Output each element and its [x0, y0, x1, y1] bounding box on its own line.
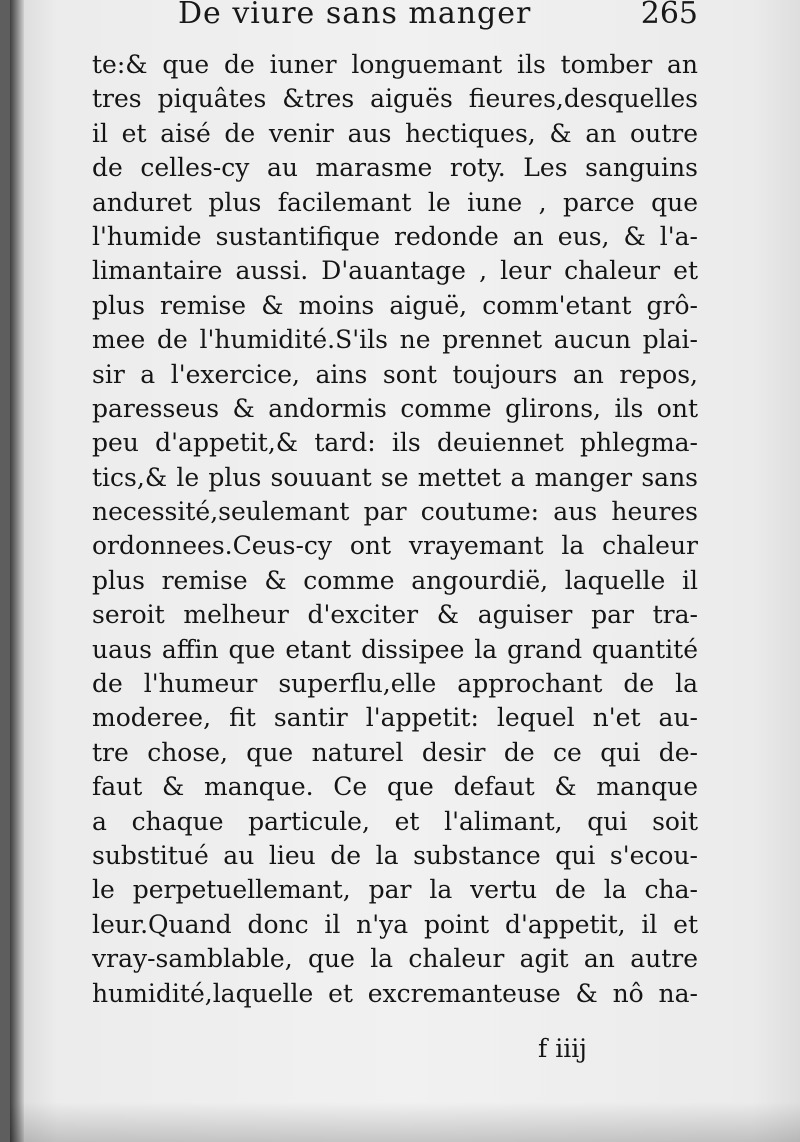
text-line: a chaque particule, et l'alimant, qui soit	[92, 806, 698, 836]
text-line: humidité,laquelle et excremanteuse & nô na-	[92, 978, 698, 1008]
text-line: il et aisé de venir aus hectiques, & an outre	[92, 118, 698, 148]
text-line: moderee, fit santir l'appetit: lequel n'et au-	[92, 703, 698, 733]
page-gutter-shadow	[10, 0, 24, 1142]
page-bottom-shadow	[10, 1102, 800, 1142]
text-line: te:& que de iuner longuemant ils tomber an	[92, 50, 698, 79]
text-line: de celles-cy au marasme roty. Les sanguins	[92, 153, 698, 183]
text-line: plus remise & comme angourdië, laquelle il	[92, 565, 698, 595]
text-line: uaus affin que etant dissipee la grand quantité	[92, 634, 698, 664]
text-line: anduret plus facilemant le iune , parce que	[92, 187, 698, 217]
page-header	[178, 0, 698, 40]
text-line: seroit melheur d'exciter & aguiser par tra-	[92, 600, 698, 630]
running-title: De viure sans manger	[178, 0, 532, 31]
text-line: limantaire aussi. D'auantage , leur chaleur et	[92, 256, 698, 286]
page-number: 265	[640, 0, 698, 31]
book-page	[10, 0, 800, 1142]
text-line: vray-samblable, que la chaleur agit an autre	[92, 944, 698, 974]
text-line: peu d'appetit,& tard: ils deuiennet phlegma-	[92, 428, 698, 458]
text-line: substitué au lieu de la substance qui s'ecou-	[92, 840, 698, 870]
text-line: ordonnees.Ceus-cy ont vrayemant la chaleur	[92, 531, 698, 561]
text-line: tre chose, que naturel desir de ce qui de-	[92, 737, 698, 767]
text-line: leur.Quand donc il n'ya point d'appetit, il et	[92, 909, 698, 939]
text-line: le perpetuellemant, par la vertu de la cha-	[92, 875, 698, 905]
body-text	[92, 48, 698, 1011]
text-line: mee de l'humidité.S'ils ne prennet aucun plai-	[92, 325, 698, 355]
text-line: faut & manque. Ce que defaut & manque	[92, 772, 698, 802]
text-line: sir a l'exercice, ains sont toujours an repos,	[92, 359, 698, 389]
text-line: l'humide sustantifique redonde an eus, & l'a-	[92, 221, 698, 251]
text-line: tics,& le plus souuant se mettet a manger sans	[92, 462, 698, 492]
text-line: tres piquâtes &tres aiguës fieures,desquelles	[92, 84, 698, 114]
signature-mark: f iiij	[538, 1034, 587, 1063]
text-line: de l'humeur superflu,elle approchant de la	[92, 669, 698, 699]
text-line: paresseus & andormis comme glirons, ils ont	[92, 393, 698, 423]
text-line: plus remise & moins aiguë, comm'etant grô-	[92, 290, 698, 320]
text-line: necessité,seulemant par coutume: aus heures	[92, 497, 698, 527]
